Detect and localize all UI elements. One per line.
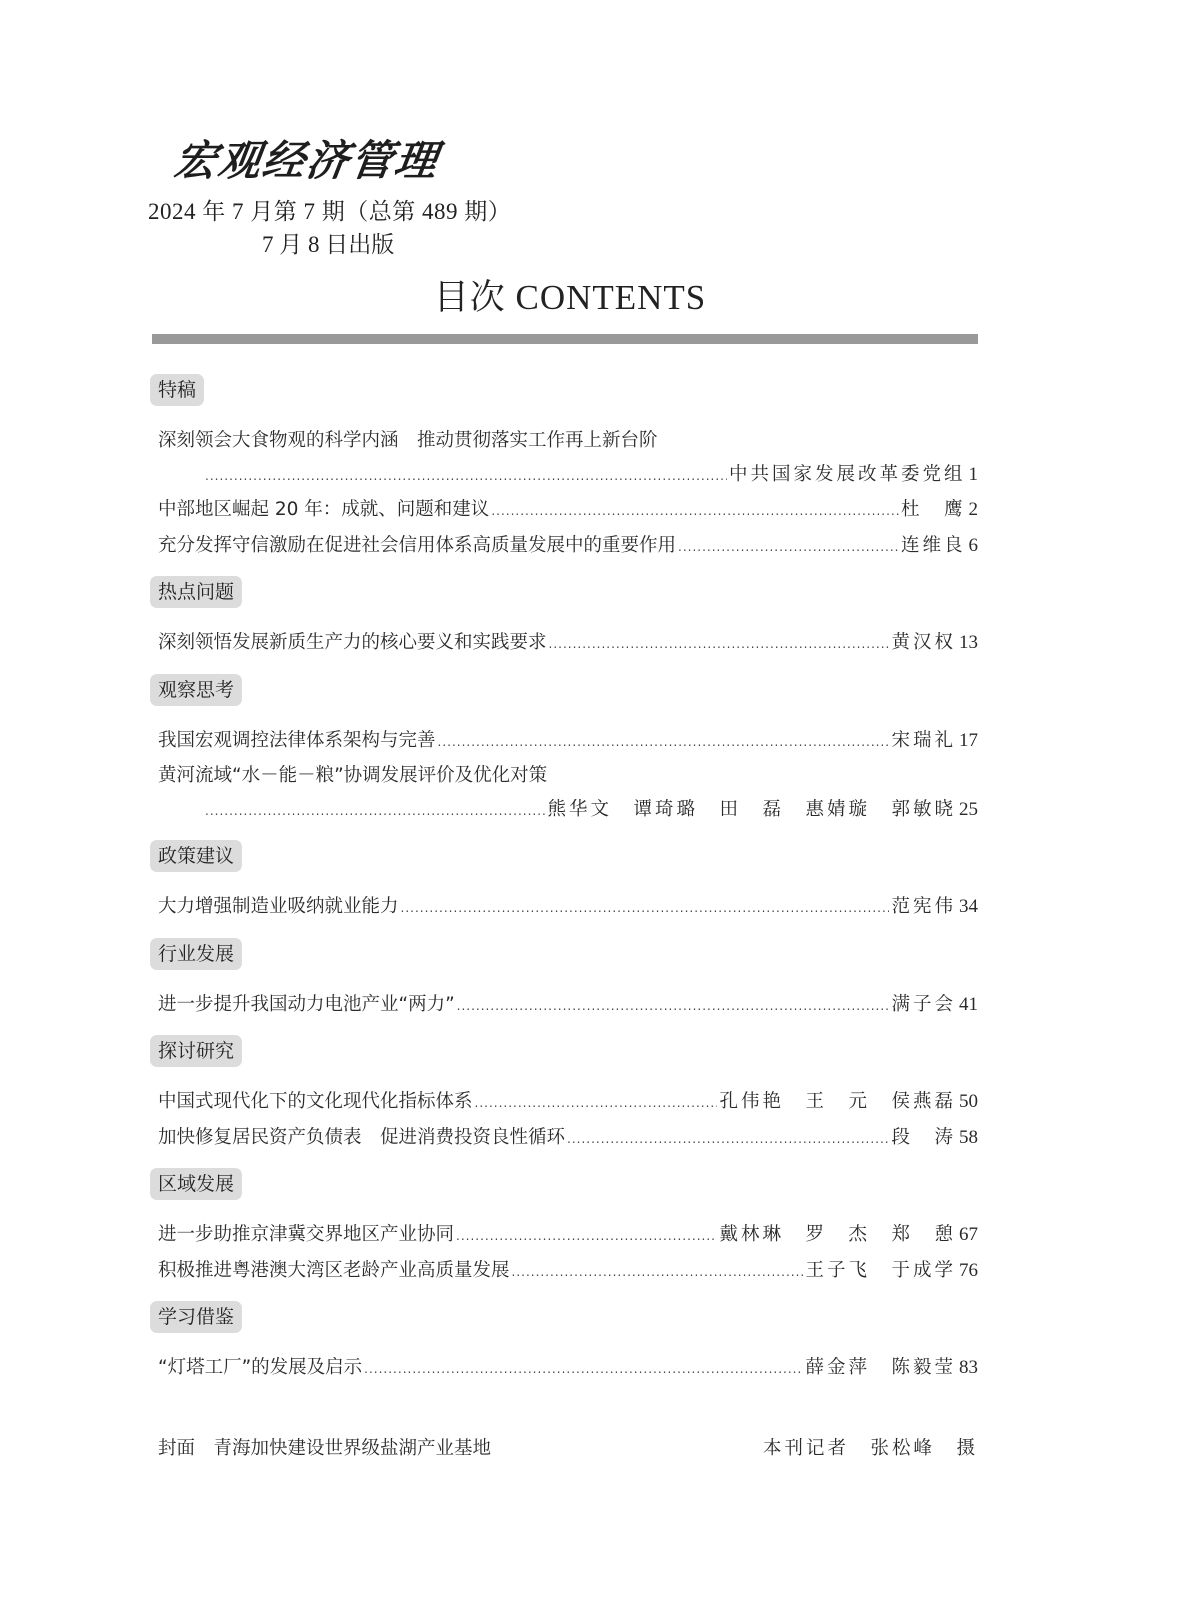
article-title[interactable]: 进一步提升我国动力电池产业“两力” [158, 993, 455, 1015]
leader-dots [401, 892, 890, 926]
leader-dots [205, 460, 727, 494]
article-author: 宋瑞礼 [891, 729, 956, 751]
page-number: 13 [959, 632, 978, 653]
page-number: 25 [959, 798, 978, 820]
toc-entry[interactable] [158, 1121, 978, 1157]
toc-entry[interactable] [158, 724, 978, 760]
section-spacer [152, 1387, 978, 1399]
page-number: 76 [959, 1259, 978, 1281]
leader-dots [364, 1353, 803, 1387]
section-spacer [152, 1289, 978, 1301]
toc-section [152, 1035, 978, 1168]
leader-dots [549, 628, 890, 662]
title-divider [152, 334, 978, 344]
article-title[interactable]: “灯塔工厂”的发展及启示 [158, 1357, 363, 1378]
article-author: 孔伟艳 王 元 侯燕磊 [719, 1091, 956, 1112]
toc-section [152, 840, 978, 938]
publication-date: 7 月 8 日出版 [262, 232, 395, 257]
section-label: 行业发展 [150, 938, 242, 970]
leader-dots [205, 795, 545, 829]
section-spacer [152, 662, 978, 674]
section-spacer [152, 1023, 978, 1035]
article-author: 黄汉权 [891, 632, 956, 653]
article-title[interactable]: 积极推进粤港澳大湾区老龄产业高质量发展 [158, 1259, 510, 1281]
page-number: 50 [959, 1091, 978, 1112]
toc-entry[interactable] [158, 626, 978, 662]
toc-entry[interactable] [158, 1351, 978, 1387]
page-number: 17 [959, 729, 978, 751]
cover-credit: 本刊记者 张松峰 摄 [762, 1438, 978, 1459]
page-number: 34 [959, 896, 978, 917]
article-author: 段 涛 [891, 1126, 956, 1148]
leader-dots [678, 531, 899, 565]
section-label: 热点问题 [150, 576, 242, 608]
article-author: 熊华文 谭琦璐 田 磊 惠婧璇 郭敏晓 [547, 798, 956, 820]
section-label: 学习借鉴 [150, 1301, 242, 1333]
article-title[interactable]: 深刻领会大食物观的科学内涵 推动贯彻落实工作再上新台阶 [158, 430, 658, 451]
page-number: 58 [959, 1126, 978, 1148]
page-number: 41 [959, 993, 978, 1015]
section-spacer [152, 926, 978, 938]
leader-dots [457, 990, 890, 1024]
section-label: 特稿 [150, 374, 204, 406]
article-author: 中共国家发展改革委党组 [728, 463, 966, 485]
section-label: 区域发展 [150, 1168, 242, 1200]
toc-section [152, 1301, 978, 1399]
cover-note [158, 1434, 978, 1460]
article-author: 满子会 [891, 993, 956, 1015]
leader-dots [475, 1087, 718, 1121]
toc-entry[interactable] [158, 890, 978, 926]
article-author: 杜 鹰 [900, 499, 966, 520]
toc-section [152, 374, 978, 576]
leader-dots [512, 1256, 804, 1290]
cover-caption: 封面 青海加快建设世界级盐湖产业基地 [158, 1438, 492, 1459]
page-number: 6 [968, 534, 978, 556]
leader-dots [567, 1123, 889, 1157]
toc-section [152, 1168, 978, 1301]
article-author: 连维良 [900, 534, 966, 556]
article-title[interactable]: 加快修复居民资产负债表 促进消费投资良性循环 [158, 1126, 566, 1148]
toc-section [152, 576, 978, 674]
article-title[interactable]: 黄河流域“水－能－粮”协调发展评价及优化对策 [158, 765, 548, 786]
issue-line: 2024 年 7 月第 7 期（总第 489 期） [148, 199, 512, 224]
article-title[interactable]: 充分发挥守信激励在促进社会信用体系高质量发展中的重要作用 [158, 534, 677, 556]
article-author: 王子飞 于成学 [805, 1259, 956, 1281]
section-label: 探讨研究 [150, 1035, 242, 1067]
section-spacer [152, 828, 978, 840]
leader-dots [491, 495, 899, 529]
toc-entry[interactable] [158, 988, 978, 1024]
leader-dots [456, 1220, 717, 1254]
article-author: 薛金萍 陈毅莹 [805, 1357, 956, 1378]
article-title[interactable]: 大力增强制造业吸纳就业能力 [158, 896, 399, 917]
page-number: 1 [968, 463, 978, 485]
toc-entry[interactable] [158, 1218, 978, 1254]
page-number: 83 [959, 1357, 978, 1378]
contents-title: 目次 CONTENTS [433, 278, 707, 317]
section-label: 政策建议 [150, 840, 242, 872]
journal-masthead: 宏观经济管理 [171, 136, 443, 185]
article-title[interactable]: 中国式现代化下的文化现代化指标体系 [158, 1091, 473, 1112]
toc-entry[interactable] [158, 424, 978, 493]
article-title[interactable]: 进一步助推京津冀交界地区产业协同 [158, 1224, 455, 1245]
toc-entry[interactable] [158, 529, 978, 565]
toc-entry[interactable] [158, 1085, 978, 1121]
section-label: 观察思考 [150, 674, 242, 706]
article-author: 戴林琳 罗 杰 郑 憩 [719, 1224, 956, 1245]
toc-section [152, 674, 978, 841]
leader-dots [438, 726, 890, 760]
article-title[interactable]: 我国宏观调控法律体系架构与完善 [158, 729, 436, 751]
article-author: 范宪伟 [891, 896, 956, 917]
toc-entry[interactable] [158, 493, 978, 529]
toc-entry[interactable] [158, 759, 978, 828]
section-spacer [152, 1156, 978, 1168]
toc-entry[interactable] [158, 1254, 978, 1290]
table-of-contents [152, 374, 978, 1399]
article-title[interactable]: 中部地区崛起 20 年：成就、问题和建议 [158, 499, 490, 520]
toc-section [152, 938, 978, 1036]
article-title[interactable]: 深刻领悟发展新质生产力的核心要义和实践要求 [158, 632, 547, 653]
page-number: 67 [959, 1224, 978, 1245]
page-number: 2 [968, 499, 978, 520]
section-spacer [152, 564, 978, 576]
